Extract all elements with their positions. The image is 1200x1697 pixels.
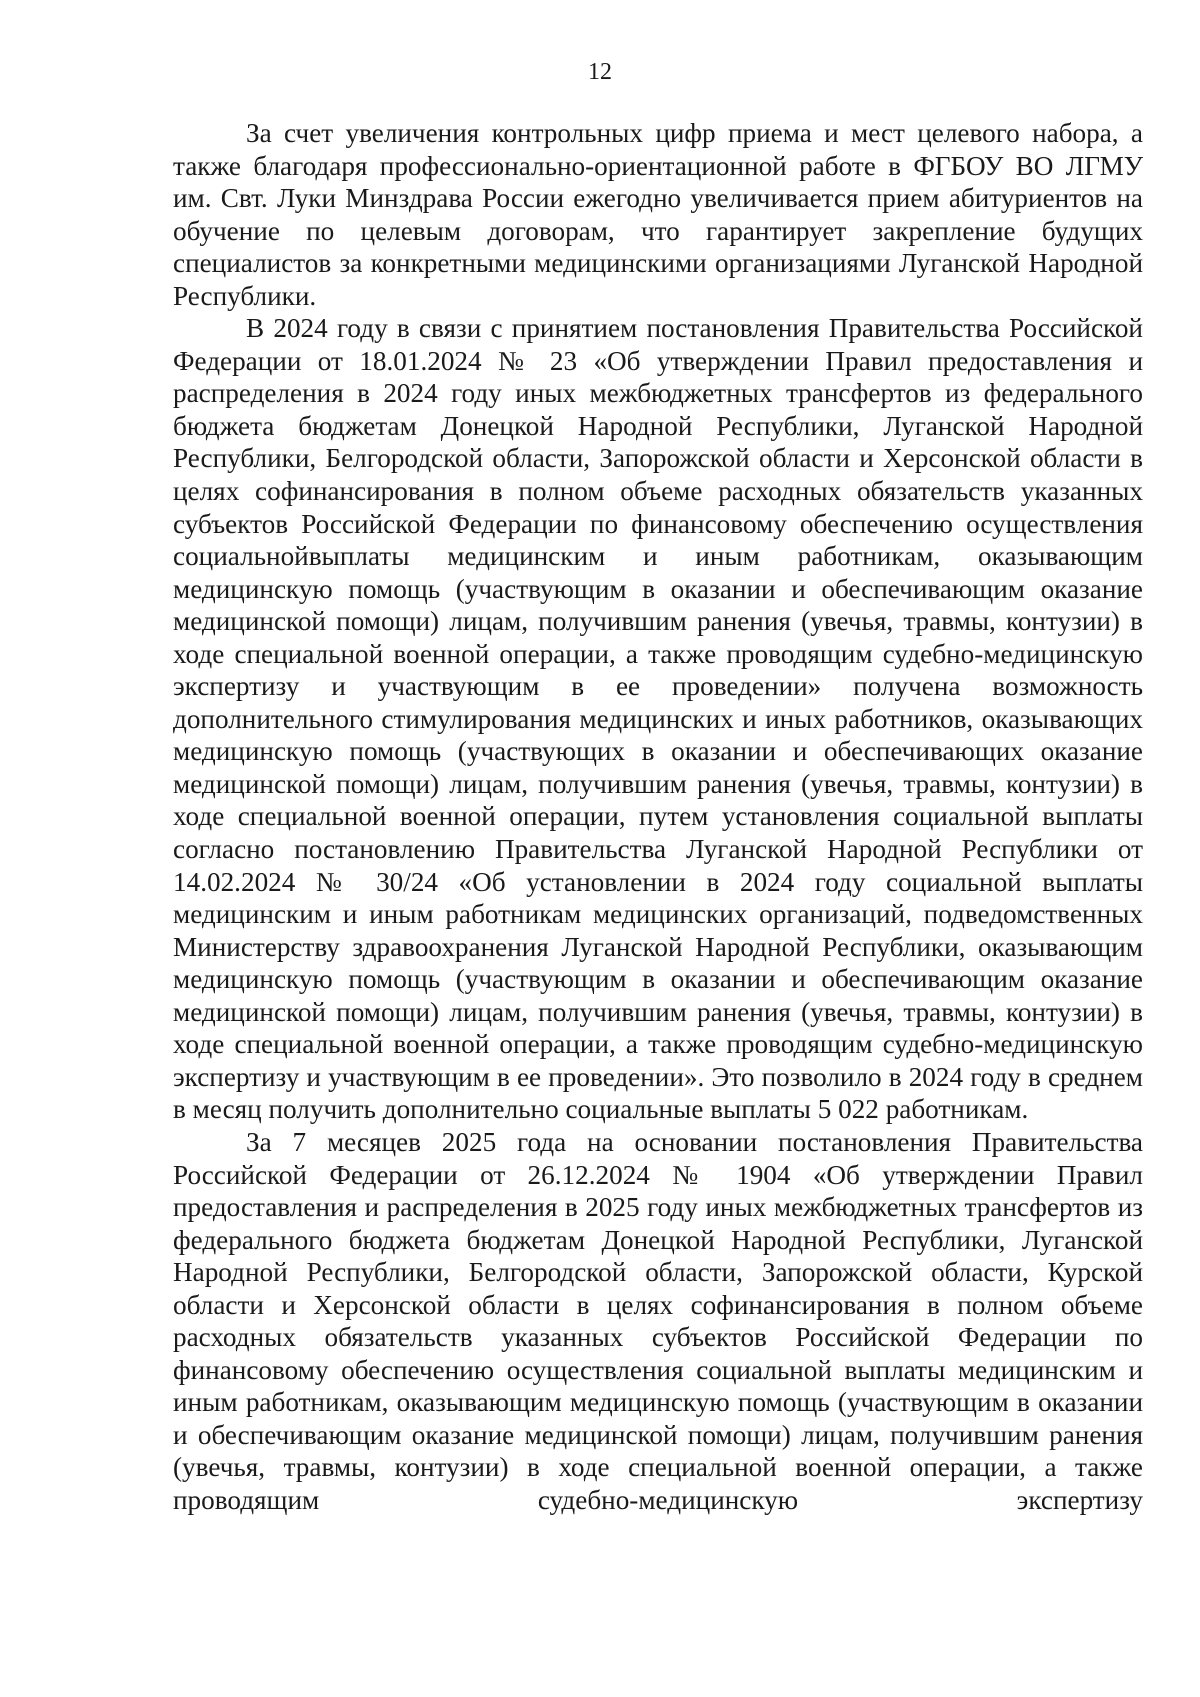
document-body xyxy=(173,117,1143,1517)
paragraph-social-payments-2025: За 7 месяцев 2025 года на основании постановления Правительства Российской Федерации от 26.12.2024 № 1904 «Об утверждении Правил предоставления и распределения в 2025 году иных межбюджетных трансфертов из федерального бюджета бюджетам Донецкой Народной Республики, Луганской Народной Республики, Белгородской области, Запорожской области, Курской области и Херсонской области в целях софинансирования в полном объеме расходных обязательств указанных субъектов Российской Федерации по финансовому обеспечению осуществления социальной выплаты медицинским и иным работникам, оказывающим медицинскую помощь (участвующим в оказании и обеспечивающим оказание медицинской помощи) лицам, получившим ранения (увечья, травмы, контузии) в ходе специальной военной операции, а также проводящим судебно-медицинскую экспертизу xyxy=(173,1126,1143,1515)
page-number: 12 xyxy=(588,59,612,85)
paragraph-target-admission: За счет увеличения контрольных цифр приема и мест целевого набора, а также благодаря профессионально-ориентационной работе в ФГБОУ ВО ЛГМУ им. Свт. Луки Минздрава России ежегодно увеличивается прием абитуриентов на обучение по целевым договорам, что гарантирует закрепление будущих специалистов за конкретными медицинскими организациями Луганской Народной Республики. xyxy=(173,118,1143,311)
paragraph-social-payments-2024: В 2024 году в связи с принятием постановления Правительства Российской Федерации от 18.01.2024 № 23 «Об утверждении Правил предоставления и распределения в 2024 году иных межбюджетных трансфертов из федерального бюджета бюджетам Донецкой Народной Республики, Луганской Народной Республики, Белгородской области, Запорожской области и Херсонской области в целях софинансирования в полном объеме расходных обязательств указанных субъектов Российской Федерации по финансовому обеспечению осуществления социальнойвыплаты медицинским и иным работникам, оказывающим медицинскую помощь (участвующим в оказании и обеспечивающим оказание медицинской помощи) лицам, получившим ранения (увечья, травмы, контузии) в ходе специальной военной операции, а также проводящим судебно-медицинскую экспертизу и участвующим в ее проведении» получена возможность дополнительного стимулирования медицинских и иных работников, оказывающих медицинскую помощь (участвующих в оказании и обеспечивающих оказание медицинской помощи) лицам, получившим ранения (увечья, травмы, контузии) в ходе специальной военной операции, путем установления социальной выплаты согласно постановлению Правительства Луганской Народной Республики от 14.02.2024 № 30/24 «Об установлении в 2024 году социальной выплаты медицинским и иным работникам медицинских организаций, подведомственных Министерству здравоохранения Луганской Народной Республики, оказывающим медицинскую помощь (участвующим в оказании и обеспечивающим оказание медицинской помощи) лицам, получившим ранения (увечья, травмы, контузии) в ходе специальной военной операции, а также проводящим судебно-медицинскую экспертизу и участвующим в ее проведении». Это позволило в 2024 году в среднем в месяц получить дополнительно социальные выплаты 5 022 работникам. xyxy=(173,313,1143,1125)
